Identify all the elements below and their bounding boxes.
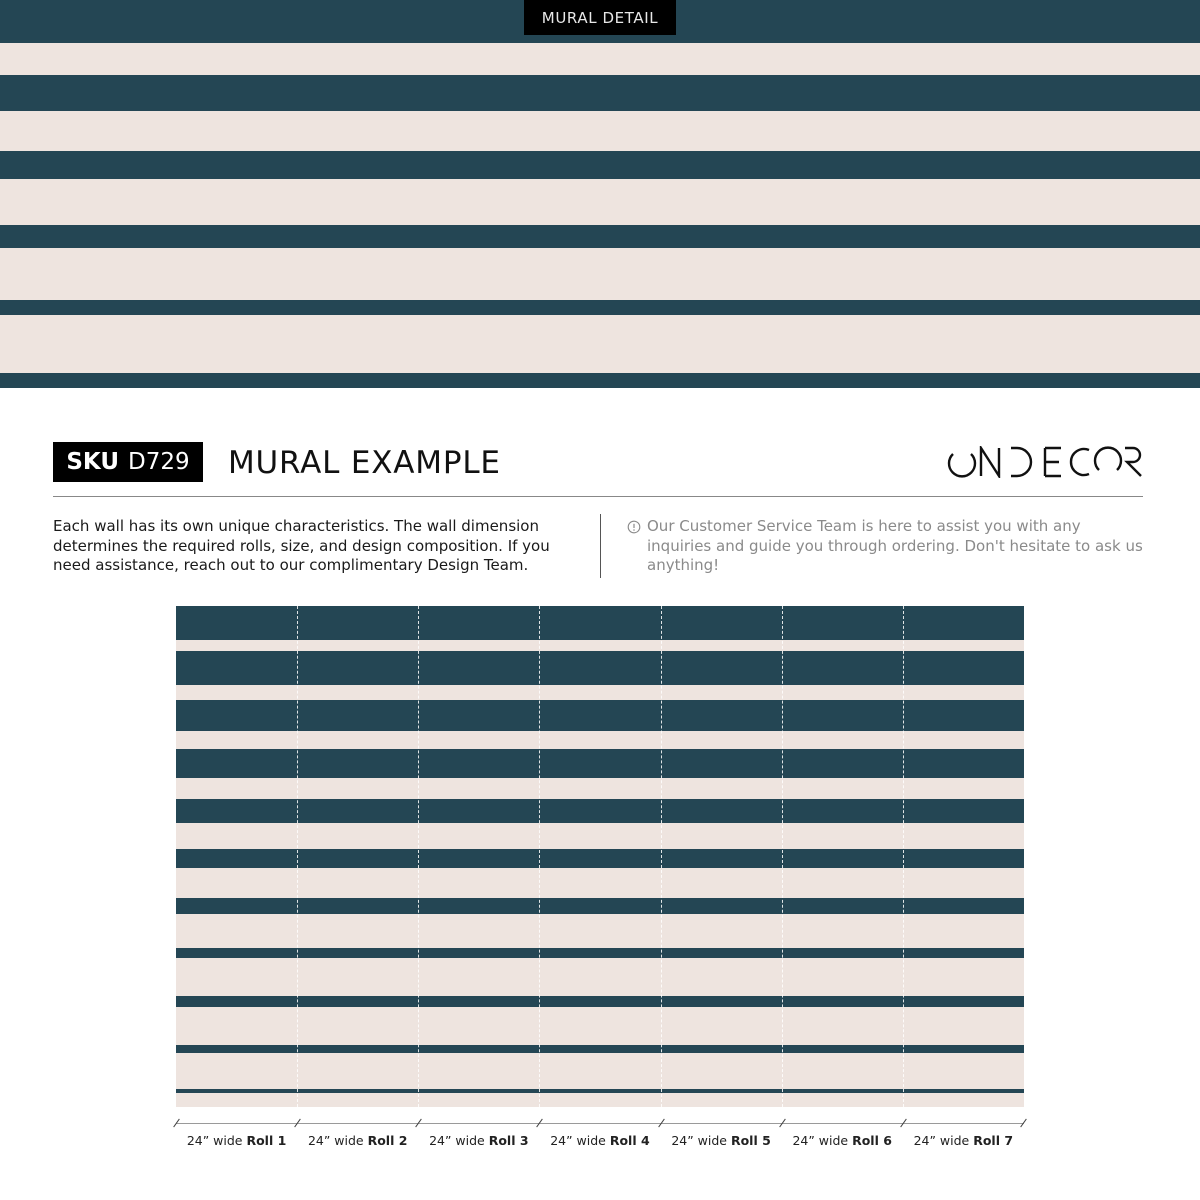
roll-name: Roll 3 — [488, 1133, 529, 1148]
roll-label — [782, 1133, 903, 1153]
detail-stripe — [0, 151, 1200, 179]
mural-stripe — [176, 700, 1024, 731]
mural-stripe — [176, 849, 1024, 868]
sku-badge — [53, 442, 203, 482]
roll-label — [661, 1133, 782, 1153]
mural-example-preview — [176, 606, 1024, 1107]
roll-label — [297, 1133, 418, 1153]
mural-stripe — [176, 651, 1024, 685]
ruler-tick — [1020, 1119, 1027, 1128]
mural-stripe — [176, 799, 1024, 823]
mural-stripe — [176, 1045, 1024, 1053]
roll-width: 24” wide — [671, 1133, 731, 1148]
roll-width: 24” wide — [913, 1133, 974, 1148]
ondecor-logo-icon — [947, 446, 1143, 478]
mural-stripe — [176, 948, 1024, 958]
mural-stripe — [176, 606, 1024, 640]
roll-seam-divider — [539, 606, 540, 1107]
sku-code: D729 — [128, 449, 190, 475]
ruler-line — [176, 1123, 1024, 1124]
mural-detail-label: MURAL DETAIL — [524, 0, 676, 35]
roll-name: Roll 4 — [609, 1133, 650, 1148]
roll-name: Roll 2 — [367, 1133, 408, 1148]
intro-text: Each wall has its own unique characteristics. The wall dimension determines the required rolls, size, and design composition. If you need assistance, reach out to our complimentary Design Team. — [53, 517, 550, 574]
roll-label — [539, 1133, 660, 1153]
roll-seam-divider — [782, 606, 783, 1107]
header-divider — [53, 496, 1143, 497]
roll-width: 24” wide — [550, 1133, 610, 1148]
detail-stripe — [0, 373, 1200, 388]
customer-service-text: Our Customer Service Team is here to assist you with any inquiries and guide you through ordering. Don't hesitate to ask us anything! — [647, 517, 1143, 574]
roll-width: 24” wide — [792, 1133, 853, 1148]
mural-stripe — [176, 1089, 1024, 1093]
roll-seam-divider — [297, 606, 298, 1107]
mural-detail-preview — [0, 0, 1200, 388]
roll-name: Roll 6 — [852, 1133, 892, 1148]
detail-stripe — [0, 300, 1200, 315]
roll-labels — [176, 1133, 1024, 1153]
info-circle-icon — [627, 520, 641, 534]
mural-stripe — [176, 898, 1024, 914]
detail-stripe — [0, 225, 1200, 248]
roll-label — [418, 1133, 539, 1153]
page-title: MURAL EXAMPLE — [228, 445, 501, 481]
column-divider — [600, 514, 601, 578]
roll-seam-divider — [903, 606, 904, 1107]
roll-label — [903, 1133, 1024, 1153]
roll-width: 24” wide — [429, 1133, 489, 1148]
roll-seam-divider — [418, 606, 419, 1107]
roll-name: Roll 5 — [730, 1133, 771, 1148]
roll-label — [176, 1133, 297, 1153]
customer-service-note — [627, 517, 1147, 576]
roll-measurement-ruler — [176, 1117, 1024, 1129]
brand-logo — [947, 446, 1143, 478]
detail-stripe — [0, 75, 1200, 111]
roll-name: Roll 7 — [973, 1133, 1014, 1148]
roll-seam-divider — [661, 606, 662, 1107]
mural-stripe — [176, 996, 1024, 1007]
sku-word: SKU — [66, 449, 120, 475]
mural-stripe — [176, 749, 1024, 778]
roll-name: Roll 1 — [246, 1133, 287, 1148]
roll-width: 24” wide — [186, 1133, 247, 1148]
roll-width: 24” wide — [307, 1133, 368, 1148]
